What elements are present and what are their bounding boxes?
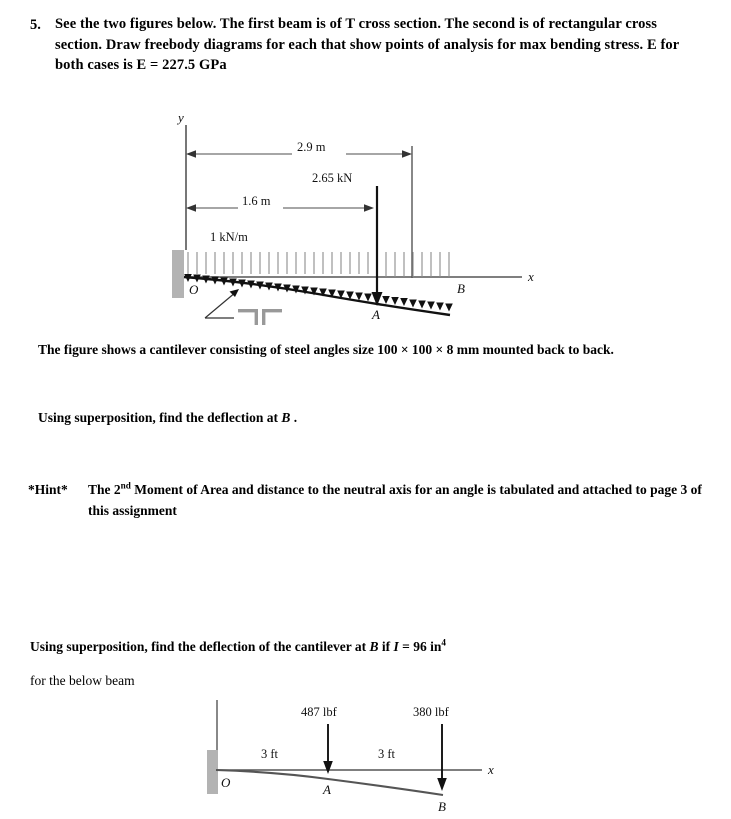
superposition-1-pre: Using superposition, find the deflection at (38, 410, 282, 425)
label-point-b: B (438, 799, 446, 814)
hint-block (28, 479, 718, 521)
x-axis-label: x (488, 762, 494, 777)
label-point-a: A (323, 782, 331, 797)
hint-text-post: Moment of Area and distance to the neutral axis for an angle is tabulated and attached to page 3 of this assignment (88, 482, 702, 518)
hint-ordinal-suffix: nd (120, 480, 131, 491)
cross-section-callout (205, 289, 239, 318)
superposition-2-mid: if (378, 639, 394, 654)
point-load-arrow-a (372, 186, 383, 306)
superposition-1-point-label: B (281, 410, 291, 425)
hint-text-pre: The 2 (88, 482, 121, 497)
point-load-arrow-b (437, 724, 447, 791)
superposition-2-value: = 96 in (398, 639, 442, 654)
point-load-arrow-a (323, 724, 333, 774)
hint-text (88, 479, 718, 521)
superposition-2-pre: Using superposition, find the deflection of the cantilever at (30, 639, 370, 654)
figure-1-svg (150, 110, 550, 325)
dimension-total-2-9m (186, 140, 412, 158)
paragraph-superposition-1 (38, 407, 438, 429)
superposition-1-post: . (290, 410, 298, 425)
label-point-a: A (372, 307, 380, 322)
figure-cantilever-t-section (150, 110, 550, 325)
dimension-2-label: 3 ft (378, 747, 396, 761)
fixed-support-wall (207, 750, 218, 794)
fixed-support-wall (172, 250, 184, 298)
question-block (30, 14, 700, 76)
load-b-label: 380 lbf (413, 705, 449, 719)
paragraph-cantilever-description: The figure shows a cantilever consisting of steel angles size 100 × 100 × 8 mm mounted back to back. (38, 342, 614, 357)
distributed-load-label: 1 kN/m (210, 230, 248, 244)
point-load-label: 2.65 kN (312, 171, 353, 185)
question-number: 5. (30, 17, 41, 33)
x-axis-label: x (528, 269, 534, 284)
label-origin-o: O (221, 775, 231, 790)
figure-2-svg (185, 694, 525, 819)
dimension-partial-label: 1.6 m (242, 194, 271, 208)
hint-label: *Hint* (28, 482, 68, 497)
dimension-1-label: 3 ft (261, 747, 279, 761)
paragraph-below-beam: for the below beam (30, 673, 135, 688)
dimension-total-label: 2.9 m (297, 140, 326, 154)
superposition-2-inertia-symbol: I (393, 639, 399, 654)
label-point-b: B (457, 281, 465, 296)
superposition-2-point-label: B (369, 639, 379, 654)
label-origin-o: O (189, 282, 199, 297)
load-a-label: 487 lbf (301, 705, 337, 719)
question-text: See the two figures below. The first beam is of T cross section. The second is of rectangular cross section. Draw freebody diagrams for each that show points of analysis for max bending stress. E for both cases is E = 227.5 GPa (55, 16, 680, 73)
cross-section-symbol-angles (238, 309, 282, 325)
paragraph-superposition-2 (30, 636, 690, 658)
figure-cantilever-rectangular-section (185, 694, 525, 819)
dimension-partial-1-6m (186, 194, 374, 212)
superposition-2-exponent: 4 (441, 637, 446, 648)
y-axis-label: y (178, 110, 184, 125)
